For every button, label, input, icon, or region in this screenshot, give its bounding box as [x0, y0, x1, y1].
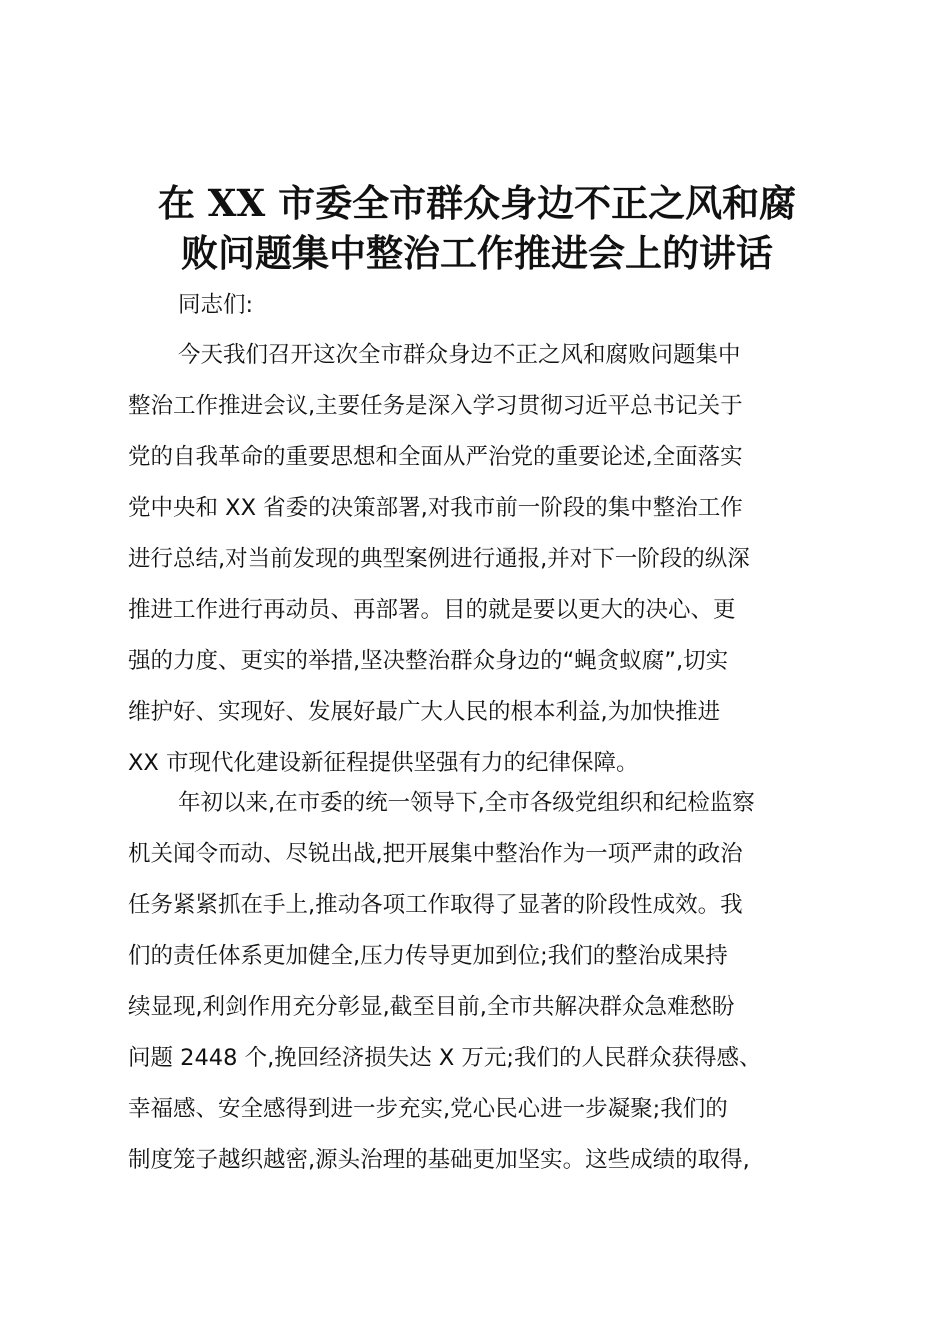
text-line: 党中央和 XX 省委的决策部署,对我市前一阶段的集中整治工作	[128, 495, 743, 521]
text-line: 机关闻令而动、尽锐出战,把开展集中整治作为一项严肃的政治	[128, 841, 743, 867]
text-line: 任务紧紧抓在手上,推动各项工作取得了显著的阶段性成效。我	[128, 892, 743, 918]
text-line: 进行总结,对当前发现的典型案例进行通报,并对下一阶段的纵深	[128, 546, 750, 572]
text-line: 幸福感、安全感得到进一步充实,党心民心进一步凝聚;我们的	[128, 1096, 728, 1122]
text-line: 党的自我革命的重要思想和全面从严治党的重要论述,全面落实	[128, 444, 743, 470]
greeting: 同志们:	[178, 292, 254, 318]
paragraph-2	[128, 778, 834, 1186]
text-line: 推进工作进行再动员、再部署。目的就是要以更大的决心、更	[128, 597, 736, 623]
document-title	[120, 178, 834, 278]
text-line: 今天我们召开这次全市群众身边不正之风和腐败问题集中	[178, 342, 741, 368]
title-line: 在 XX 市委全市群众身边不正之风和腐	[157, 181, 797, 225]
text-line: 们的责任体系更加健全,压力传导更加到位;我们的整治成果持	[128, 943, 728, 969]
text-line: 问题 2448 个,挽回经济损失达 X 万元;我们的人民群众获得感、	[128, 1045, 762, 1071]
title-line: 败问题集中整治工作推进会上的讲话	[181, 231, 773, 275]
text-line: 强的力度、更实的举措,坚决整治群众身边的“蝇贪蚁腐”,切实	[128, 648, 729, 674]
text-line: 续显现,利剑作用充分彰显,截至目前,全市共解决群众急难愁盼	[128, 994, 735, 1020]
text-line: 年初以来,在市委的统一领导下,全市各级党组织和纪检监察	[178, 790, 755, 816]
text-line: 制度笼子越织越密,源头治理的基础更加坚实。这些成绩的取得,	[128, 1147, 750, 1173]
text-line: XX 市现代化建设新征程提供坚强有力的纪律保障。	[128, 750, 639, 776]
text-line: 整治工作推进会议,主要任务是深入学习贯彻习近平总书记关于	[128, 393, 743, 419]
text-line: 维护好、实现好、发展好最广大人民的根本利益,为加快推进	[128, 699, 721, 725]
paragraph-1	[128, 330, 834, 789]
